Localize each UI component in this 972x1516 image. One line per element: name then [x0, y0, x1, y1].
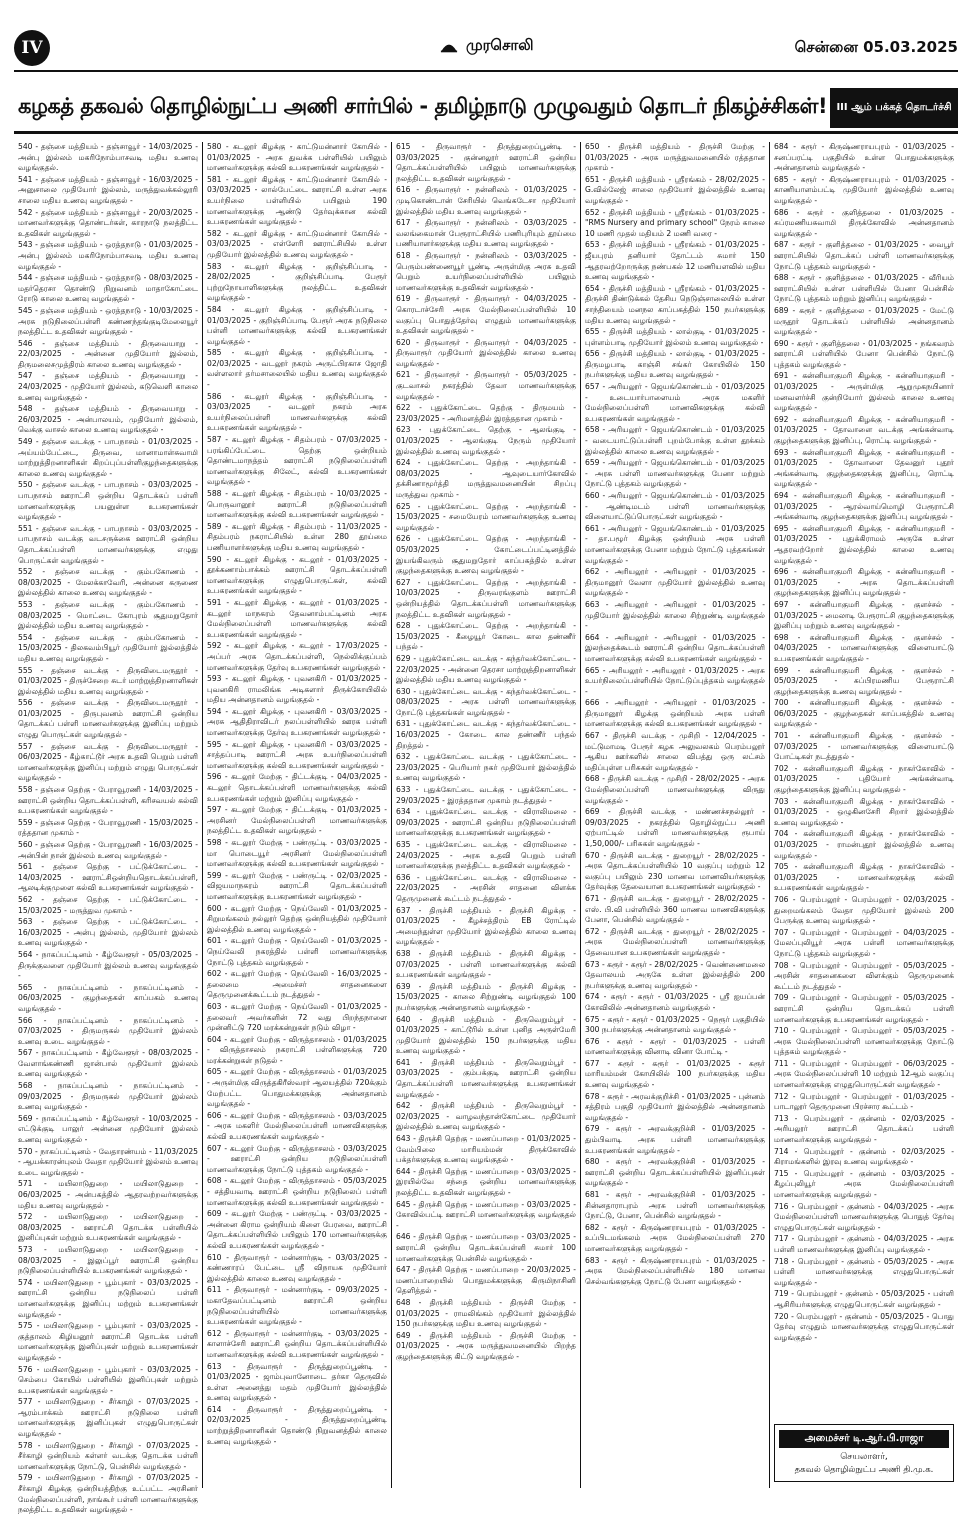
- list-entry: 650 - திருச்சி மத்தியம் - திருச்சி மேற்கு - 01/03/2025 - அரசு மருத்துவமனையில் ரத்ததான முகாம் -: [585, 142, 765, 173]
- list-entry: 614 - திருவாரூர் - திருத்துறைப்பூண்டி - 02/03/2025 - திருத்துறைப்பூண்டி மாற்றுத்திறனாளிகள் தொண்டு நிறுவனத்தில் காலை உணவு வழங்குதல் -: [207, 1404, 387, 1446]
- list-entry: 643 - திருச்சி தெற்கு - மணப்பாறை - 01/03/2025 - வேம்பிலை மாரியம்மன் திருக்கோவில் பக்தர்களுக்கு உணவு வழங்குதல் -: [396, 1134, 576, 1165]
- list-entry: 671 - திருச்சி வடக்கு - துறையூர் - 28/02/2025 - எஸ். பி.வி பள்ளியில் 360 மாணவ மாணவிகளுக்கு பேனா, பென்சில் வழங்குதல் -: [585, 893, 765, 925]
- banner: [14, 82, 958, 134]
- list-entry: 710 - பெரம்பலூர் - பெரம்பலூர் - 05/03/2025 - அரசு மேல்நிலைப்பள்ளி மாணவர்களுக்கு நோட்டு புத்தகம் வழங்குதல் -: [774, 1026, 954, 1057]
- list-entry: 680 - கரூர் - அரவக்குறிச்சி - 01/03/2025 - ஊராட்சி ஒன்றிய தொடக்கப்பள்ளியில் இனிப்புகள் வழங்குதல் -: [585, 1157, 765, 1188]
- list-entry: 683 - கரூர் - கிருஷ்ணராயபுரம் - 01/03/2025 - அரசு மேல்நிலைப்பள்ளியில் 180 மாணவ செல்வங்களுக்கு நோட்டு பேனா வழங்குதல் -: [585, 1255, 765, 1286]
- list-entry: 613 - திருவாரூர் - திருத்துறைப்பூண்டி - 01/03/2025 - ஜாம்புவானோடை தர்கா தெருவில் உள்ள அனைத்து மதம் முதியோர் இல்லத்தில் உணவு வழங்குதல் -: [207, 1361, 387, 1403]
- list-entry: 697 - கன்னியாகுமரி கிழக்கு - குளச்சல் - 01/03/2025 - மைலாடி பேரூராட்சி குழந்தைகளுக்கு இனிப்பு மற்றும் உணவு வழங்குதல் -: [774, 599, 954, 631]
- list-entry: 621 - திருவாரூர் - திருவாரூர் - 05/03/2025 - குடவாசல் நகரத்தில் தேவா மாணவர்களுக்கு வழங்குதல் -: [396, 370, 576, 401]
- list-entry: 549 - தஞ்சை வடக்கு - பாபநாசம் - 01/03/2025 - அய்யம்பேட்டை, திருவை, மானாமாள்சுவாமி மாற்றுத்திறனாளிகள் கிறப்புப்பள்ளிகுழந்தைகளுக்கு காலை உணவு வழங்குதல் -: [18, 437, 198, 478]
- list-entry: 617 - திருவாரூர் - நன்னிலம் - 03/03/2025 - வலங்கைமான் பேரூராட்சியில் பணிபுரியும் தூய்மை பணியாளர்களுக்கு மதிய உணவு வழங்குதல் -: [396, 218, 576, 249]
- list-entry: 635 - புதுக்கோட்டை வடக்கு - விராலிமலை - 24/03/2025 - அரசு உதவி பெறும் பள்ளி மாணவர்களுக்கு நலத்திட்ட உதவிகள் வழங்குதல் -: [396, 840, 576, 871]
- list-entry: 546 - தஞ்சை மத்தியம் - திருவையாறு - 22/03/2025 - அன்னை முதியோர் இல்லம், திருமலைசமுத்திரம் காலை உணவு வழங்குதல் -: [18, 338, 198, 369]
- list-entry: 628 - புதுக்கோட்டை தெற்கு - அறந்தாங்கி - 15/03/2025 - கீழையூர் கோடை கால தண்ணீர் பந்தல் -: [396, 621, 576, 652]
- list-entry: 545 - தஞ்சை மத்தியம் - ஒரத்தநாடு - 10/03/2025 - அரசு நடுநிலைப்பள்ளி கண்ணந்தங்குடிமேலையூர் நலத்திட்ட உதவிகள் வழங்குதல் -: [18, 305, 198, 337]
- list-entry: 642 - திருச்சி மத்தியம் - திருவெறும்பூர் - 02/03/2025 - வாழவந்தான்கோட்டை முதியோர் இல்லத்தில் உணவு வழங்குதல் -: [396, 1101, 576, 1132]
- list-entry: 715 - பெரம்பலூர் - குன்னம் - 03/03/2025 - கீழப்புலியூர் அரசு மேல்நிலைப்பள்ளி மாணவர்களுக்கு வழங்குதல் -: [774, 1168, 954, 1199]
- list-entry: 548 - தஞ்சை மத்தியம் - திருவையாறு - 26/03/2025 - அன்பாலயம், முதியோர் இல்லம், வெக்கு வாசல் காலை உணவு வழங்குதல் -: [18, 404, 198, 435]
- list-entry: 644 - திருச்சி தெற்கு - மணப்பாறை - 03/03/2025 - இரயில்வே சந்தை ஒன்றிய மாணவர்களுக்கு நலத்திட்ட உதவிகள் வழங்குதல் -: [396, 1166, 576, 1197]
- list-entry: 581 - கடலூர் கிழக்கு - காட்டுமன்னார் கோயில் - 03/03/2025 - லால்பேட்டை ஊராட்சி உள்ள அரசு உயர்நிலை பள்ளியில் பயிலும் 190 மாணவர்களுக்கு ஆண்டு தேர்வுக்கான கல்வி உபகரணங்கள் வழங்குதல் -: [207, 174, 387, 227]
- list-entry: 639 - திருச்சி மத்தியம் - திருச்சி கிழக்கு - 15/03/2025 - காலை சிற்றுண்டி வழங்குதல் 100 நபர்களுக்கு அன்னதானம் வழங்குதல் -: [396, 981, 576, 1012]
- list-entry: 640 - திருச்சி மத்தியம் - திருவெறும்பூர் - 01/03/2025 - காட்டூரில் உள்ள புனித அருள்மேரி முதியோர் இல்லத்தில் 150 நபர்களுக்கு மதிய உணவு வழங்குதல் -: [396, 1014, 576, 1056]
- list-entry: 701 - கன்னியாகுமரி கிழக்கு - குளச்சல் - 07/03/2025 - மாணவர்களுக்கு விளையாட்டு போட்டிகள் நடத்துதல் -: [774, 731, 954, 762]
- list-entry: 647 - திருச்சி தெற்கு - மணப்பாறை - 20/03/2025 - மணப்பாறையில் பொதுமக்களுக்கு கிருமிநாசினி தெளித்தல் -: [396, 1265, 576, 1296]
- list-entry: 592 - கடலூர் கிழக்கு - கடலூர் - 17/03/2025 - அப்பர் அரசு தொடக்கப்பள்ளி, நெல்லிக்குப்பம் மாணவர்களுக்கு தேர்வு உபகரணங்கள் வழங்குதல் -: [207, 641, 387, 672]
- list-entry: 587 - கடலூர் கிழக்கு - சிதம்பரம் - 07/03/2025 - பரங்கிப்பேட்டை தெற்கு ஒன்றியம் தொண்டமாநத்தம் ஊராட்சி நடுநிலைப்பள்ளி மாணவர்களுக்கு சிலேட், கல்வி உபகரணங்கள் வழங்குதல் -: [207, 435, 387, 487]
- list-entry: 596 - கடலூர் மேற்கு - திட்டக்குடி - 04/03/2025 - கடலூர் தொடக்கப்பள்ளி மாணவர்களுக்கு கல்வி உபகரணங்கள் மற்றும் இனிப்பு வழங்குதல் -: [207, 772, 387, 803]
- list-entry: 602 - கடலூர் மேற்கு - நெய்வேலி - 16/03/2025 - தலைமை அமைச்சர் சாதனைகளை தெருமுனைக்கூட்டம் நடத்துதல் -: [207, 969, 387, 1000]
- list-entry: 698 - கன்னியாகுமரி கிழக்கு - குளச்சல் - 04/03/2025 - மாணவர்களுக்கு விளையாட்டு உபகரணங்கள் வழங்குதல் -: [774, 632, 954, 663]
- list-entry: 673 - கரூர் - கரூர் - 28/02/2025 - வெண்ணைமலை தேவாலயம் அருகே உள்ள இல்லத்தில் 200 நபர்களுக்கு உணவு வழங்குதல் -: [585, 959, 765, 990]
- list-entry: 692 - கன்னியாகுமரி கிழக்கு - கன்னியாகுமரி - 01/03/2025 - தோவாளை வடக்கு அங்கன்வாடி குழந்தைகளுக்கு இனிப்பு, ரொட்டி வழங்குதல் -: [774, 414, 954, 446]
- list-entry: 559 - தஞ்சை தெற்கு - பேராவூரணி - 15/03/2025 - ரத்ததான முகாம் -: [18, 817, 198, 838]
- list-entry: 638 - திருச்சி மத்தியம் - திருச்சி கிழக்கு - 07/03/2025 - பள்ளி மாணவர்களுக்கு கல்வி உபகரணங்கள் வழங்குதல் -: [396, 948, 576, 980]
- list-entry: 615 - திருவாரூர் - திருத்துறைப்பூண்டி - 03/03/2025 - குன்னலூர் ஊராட்சி ஒன்றிய தொடக்கப்பள்ளியில் பயிலும் மாணவர்களுக்கு நலத்திட்ட உதவிகள் வழங்குதல் -: [396, 142, 576, 183]
- list-entry: 653 - திருச்சி மத்தியம் - ஸ்ரீரங்கம் - 01/03/2025 - ஜீயபுரம் தனியார் தோட்டம் சுமார் 150 ஆதரவற்றோருக்கு நண்பகல் 12 மணியளவில் மதிய உணவு வழங்குதல் -: [585, 240, 765, 282]
- list-entry: 593 - கடலூர் கிழக்கு - புவனகிரி - 01/03/2025 - புவனகிரி ராமலிங்க அடிகளார் திருக்கோயிலில் மதிய அன்னதானம் வழங்குதல் -: [207, 674, 387, 705]
- column-1: [14, 142, 202, 1515]
- rising-sun-icon: [440, 37, 458, 55]
- list-entry: 657 - அரியலூர் - ஜெயங்கொண்டம் - 01/03/2025 - உடையார்பாளையம் அரசு மகளிர் மேல்நிலைப்பள்ளி மாணவிகளுக்கு கல்வி உபகரணங்கள் வழங்குதல் -: [585, 382, 765, 423]
- list-entry: 598 - கடலூர் மேற்கு - பண்ருட்டி - 03/03/2025 - மா பொடையூர் அரசினர் மேல்நிலைப்பள்ளி மாணவர்களுக்கு கல்வி உபகரணங்கள் வழங்குதல் -: [207, 838, 387, 869]
- list-entry: 597 - கடலூர் மேற்கு - திட்டக்குடி - 01/03/2025 - அரசினர் மேல்நிலைப்பள்ளி மாணவர்களுக்கு நலத்திட்ட உதவிகள் வழங்குதல் -: [207, 805, 387, 836]
- list-entry: 550 - தஞ்சை வடக்கு - பாபநாசம் - 03/03/2025 - பாபநாசம் ஊராட்சி ஒன்றிய தொடக்கப் பள்ளி மாணவர்களுக்கு பயனுள்ள உபகரணங்கள் வழங்குதல் -: [18, 480, 198, 522]
- list-entry: 672 - திருச்சி வடக்கு - துறையூர் - 28/02/2025 - அரசு மேல்நிலைப்பள்ளி மாணவர்களுக்கு தேவையான உபகரணங்கள் வழங்குதல் -: [585, 926, 765, 957]
- list-entry: 633 - புதுக்கோட்டை வடக்கு - புதுக்கோட்டை - 29/03/2025 - இரத்ததான முகாம் நடத்துதல் -: [396, 785, 576, 805]
- list-entry: 651 - திருச்சி மத்தியம் - ஸ்ரீரங்கம் - 28/02/2025 - G.வில்லேஜ் சாலை முதியோர் இல்லத்தில் உணவு வழங்குதல் -: [585, 174, 765, 205]
- list-entry: 580 - கடலூர் கிழக்கு - காட்டுமன்னார் கோயில் - 01/03/2025 - அரசு துவக்க பள்ளியில் பயிலும் மாணவர்களுக்கு கல்வி உபகரணங்கள் வழங்குதல் -: [207, 142, 387, 173]
- list-entry: 711 - பெரம்பலூர் - பெரம்பலூர் - 06/03/2025 - அரசு மேல்நிலைப்பள்ளி 10 மற்றும் 12ஆம் வகுப்பு மாணவர்களுக்கு எழுதுபொருட்கள் வழங்குதல் -: [774, 1058, 954, 1090]
- list-entry: 557 - தஞ்சை வடக்கு - திருவிடைமருதூர் - 06/03/2025 - கீழ்காட்டூர் அரசு உதவி பெறும் பள்ளி மாணவர்களுக்கு இனிப்பு மற்றும் எழுது பொருட்கள் வழங்குதல் -: [18, 741, 198, 783]
- list-entry: 676 - கரூர் - கரூர் - 01/03/2025 - பள்ளி மாணவர்களுக்கு வினாடி வினா போட்டி -: [585, 1036, 765, 1057]
- list-entry: 574 - மயிலாடுதுறை - பூம்புகார் - 03/03/2025 - ஊராட்சி ஒன்றிய நடுநிலைப் பள்ளி மாணவர்களுக்கு இனிப்பு மற்றும் உபகரணங்கள் வழங்குதல் -: [18, 1277, 198, 1319]
- list-entry: 558 - தஞ்சை தெற்கு - பேராவூரணி - 14/03/2025 - ஊராட்சி ஒன்றிய தொடக்கப்பள்ளி, கரிசவயல் கல்வி உபகரணங்கள் வழங்குதல் -: [18, 785, 198, 816]
- list-entry: 554 - தஞ்சை வடக்கு - கும்பகோணம் - 15/03/2025 - திலகவம்பியூர் முதியோர் இல்லத்தில் மதிய உணவு வழங்குதல் -: [18, 632, 198, 663]
- list-entry: 662 - அரியலூர் - அரியலூர் - 01/03/2025 - திருமானூர் வேளா முதியோர் இல்லத்தில் உணவு வழங்குதல் -: [585, 567, 765, 598]
- list-entry: 693 - கன்னியாகுமரி கிழக்கு - கன்னியாகுமரி - 01/03/2025 - தோவாளை தேவனுர் புதூர் அங்கன்வாடி குழந்தைகளுக்கு இனிப்பு, ரொட்டி வழங்குதல் -: [774, 447, 954, 489]
- list-entry: 616 - திருவாரூர் - நன்னிலம் - 01/03/2025 - முடிகொண்டான் சேரியில் வெங்கடேசா முதியோர் இல்லத்தில் மதிய உணவு வழங்குதல் -: [396, 185, 576, 216]
- list-entry: 601 - கடலூர் மேற்கு - நெய்வேலி - 01/03/2025 - நெய்வேலி நகரத்தில் பள்ளி மாணவர்களுக்கு நோட்டு புத்தகம் வழங்குதல் -: [207, 936, 387, 967]
- list-entry: 575 - மயிலாடுதுறை - பூம்புகார் - 03/03/2025 - குத்தாலம் கிழியனூர் ஊராட்சி தொடக்க பள்ளி மாணவர்களுக்கு இனிப்புகள் மற்றும் உபகரணங்கள் வழங்குதல் -: [18, 1321, 198, 1362]
- list-entry: 684 - கரூர் - கிருஷ்ணராயபுரம் - 01/03/2025 - சனப்பரட்டி பகுதியில் உள்ள பொதுமக்களுக்கு அன்னதானம் வழங்குதல் -: [774, 142, 954, 173]
- list-entry: 563 - தஞ்சை தெற்கு - பட்டுக்கோட்டை - 16/03/2025 - அன்பு இல்லம், முதியோர் இல்லம் உணவு வழங்குதல் -: [18, 917, 198, 948]
- list-entry: 709 - பெரம்பலூர் - பெரம்பலூர் - 05/03/2025 - ஊராட்சி ஒன்றிய தொடக்கப் பள்ளி மாணவர்களுக்கு உபகரணங்கள் வழங்குதல் -: [774, 993, 954, 1024]
- list-entry: 664 - அரியலூர் - அரியலூர் - 01/03/2025 - இலந்தைக்கூடம் ஊராட்சி ஒன்றிய தொடக்கப்பள்ளி மாணவர்களுக்கு கல்வி உபகரணங்கள் வழங்குதல் -: [585, 632, 765, 663]
- list-entry: 636 - புதுக்கோட்டை வடக்கு - விராலிமலை - 22/03/2025 - அரசின் சாதனை விளக்க தெருமுனைக் கூட்டம் நடத்துதல் -: [396, 872, 576, 903]
- banner-headline: கழகத் தகவல் தொழில்நுட்ப அணி சார்பில் - தமிழ்நாடு முழுவதும் தொடர் நிகழ்ச்சிகள்!: [18, 92, 828, 118]
- list-entry: 660 - அரியலூர் - ஜெயங்கொண்டம் - 01/03/2025 - ஆண்டிமடம் பள்ளி மாணவர்களுக்கு விளையாட்டுப்பொருட்கள் வழங்குதல் -: [585, 491, 765, 522]
- list-entry: 611 - திருவாரூர் - மன்னார்குடி - 09/03/2025 - மகாதேவப்பட்டினம் ஊராட்சி ஒன்றிய நடுநிலைப்பள்ளியில் மாணவர்களுக்கு உபகரணங்கள் வழங்குதல் -: [207, 1285, 387, 1327]
- list-entry: 542 - தஞ்சை மத்தியம் - தஞ்சாவூர் - 20/03/2025 - மாணவர்களுக்கு தொண்டர்கள், காரநாடு நலத்திட்ட உதவிகள் வழங்குதல் -: [18, 207, 198, 238]
- list-entry: 605 - கடலூர் மேற்கு - விருத்தாசலம் - 01/03/2025 - அருள்மிகு விருத்தகிரீஸ்வரர் ஆலயத்தில் 720க்கும் மேற்பட்ட பொதுமக்களுக்கு அன்னதானம் வழங்குதல் -: [207, 1067, 387, 1109]
- column-3: [391, 142, 580, 1488]
- list-entry: 674 - கரூர் - கரூர் - 01/03/2025 - ஸ்ரீ ஐயப்பன் கோவிலில் அன்னதானம் வழங்குதல் -: [585, 992, 765, 1012]
- list-entry: 665 - அரியலூர் - அரியலூர் - 01/03/2025 - அரசு உயர்நிலைப்பள்ளியில் நோட்டுப்புத்தகம் வழங்குதல் -: [585, 665, 765, 696]
- list-entry: 564 - நாகப்பட்டினம் - கீழ்வேளூர் - 05/03/2025 - திருக்குவளை முதியோர் இல்லம் உணவு வழங்குதல் -: [18, 949, 198, 981]
- list-entry: 578 - மயிலாடுதுறை - சீர்காழி - 07/03/2025 - சீர்காழி ஒன்றியம் கள்ளர் வடக்கு தொடக்க பள்ளி மாணவர்களுக்கு நோட்டு, பென்சில் வழங்குதல் -: [18, 1440, 198, 1471]
- list-entry: 555 - தஞ்சை வடக்கு - திருவிடைமருதூர் - 01/03/2025 - திருச்சேறை சுடர் மாற்றுத்திறனாளிகள் இல்லத்தில் மதிய உணவு வழங்குதல் -: [18, 665, 198, 696]
- list-entry: 562 - தஞ்சை தெற்கு - பட்டுக்கோட்டை - 15/03/2025 - மருத்துவ முகாம் -: [18, 894, 198, 915]
- list-entry: 655 - திருச்சி மத்தியம் - லால்குடி - 01/03/2025 - புள்ளம்பாடி முதியோர் இல்லம் உணவு வழங்குதல் -: [585, 327, 765, 347]
- list-entry: 685 - கரூர் - கிருஷ்ணராயபுரம் - 01/03/2025 - காணியாளம்பட்டி முதியோர் இல்லத்தில் உணவு வழங்குதல் -: [774, 174, 954, 205]
- list-entry: 717 - பெரம்பலூர் - குன்னம் - 04/03/2025 - அரசு பள்ளி மாணவர்களுக்கு இனிப்பு வழங்குதல் -: [774, 1234, 954, 1254]
- signature-box: [774, 1424, 954, 1482]
- list-entry: 600 - கடலூர் மேற்கு - நெய்வேலி - 01/03/2025 - சிறுமங்கலம் நல்லூர் தெற்கு ஒன்றியத்தில் முதியோர் இல்லத்தில் உணவு வழங்குதல் -: [207, 903, 387, 934]
- list-entry: 622 - புதுக்கோட்டை தெற்கு - திருமயம் - 23/03/2025 - அரிமளத்தில் இரத்ததான முகாம் -: [396, 403, 576, 423]
- list-entry: 629 - புதுக்கோட்டை வடக்கு - கந்தர்வக்கோட்டை - 22/03/2025 - அன்னை தெரசா மாற்றுத்திறனாளிகள் இல்லத்தில் மதிய உணவு வழங்குதல் -: [396, 653, 576, 685]
- list-entry: 631 - புதுக்கோட்டை வடக்கு - கந்தர்வக்கோட்டை - 16/03/2025 - கோடை கால தண்ணீர் பந்தல் திறத்தல் -: [396, 719, 576, 750]
- list-entry: 540 - தஞ்சை மத்தியம் - தஞ்சாவூர் - 14/03/2025 - அன்பு இல்லம் மகரிநோம்பாசவடி மதிய உணவு வழங்குதல்.: [18, 142, 198, 173]
- list-entry: 716 - பெரம்பலூர் - குன்னம் - 04/03/2025 - அரசு மேல்நிலைப்பள்ளி மாணவர்களுக்கு பொதுத் தேர்வு எழுதுபொருட்கள் வழங்குதல் -: [774, 1201, 954, 1232]
- list-entry: 630 - புதுக்கோட்டை வடக்கு - கந்தர்வக்கோட்டை - 08/03/2025 - அரசு பள்ளி மாணவர்களுக்கு நோட்டு புத்தகங்கள் வழங்குதல் -: [396, 686, 576, 717]
- list-entry: 565 - நாகப்பட்டினம் - நாகப்பட்டினம் - 06/03/2025 - குழந்தைகள் காப்பகம் உணவு வழங்குதல் -: [18, 982, 198, 1013]
- list-entry: 591 - கடலூர் கிழக்கு - கடலூர் - 01/03/2025 - கடலூர் மாநகரம் தேவனாம்பட்டினம் அரசு மேல்நிலைப்பள்ளி மாணவர்களுக்கு கல்வி உபகரணங்கள் வழங்குதல் -: [207, 597, 387, 639]
- list-entry: 573 - மயிலாடுதுறை - மயிலாடுதுறை - 08/03/2025 - இலுப்பூர் ஊராட்சி ஒன்றிய நடுநிலைப்பள்ளியில் உபகரணங்கள் வழங்குதல் -: [18, 1244, 198, 1276]
- list-entry: 637 - திருச்சி மத்தியம் - திருச்சி கிழக்கு - 01/03/2025 - கீழச்சத்திரம் EB ரோட்டில் அமைந்துள்ள முதியோர் இல்லத்தில் காலை உணவு வழங்குதல் -: [396, 905, 576, 947]
- list-entry: 603 - கடலூர் மேற்கு - நெய்வேலி - 01/03/2025 - தலைவர் அவர்களின் 72 வது பிறந்தநாளை முன்னிட்டு 720 மரக்கன்றுகள் நடும் விழா -: [207, 1001, 387, 1033]
- list-entry: 553 - தஞ்சை வடக்கு - கும்பகோணம் - 08/03/2025 - மொட்டை கோபுரம் சூதுமறுதோர் இல்லத்தில் மதிய உணவு வழங்குதல் -: [18, 599, 198, 631]
- list-entry: 719 - பெரம்பலூர் - குன்னம் - 05/03/2025 - பள்ளி ஆசிரியர்களுக்கு எழுதுபொருட்கள் வழங்குதல் -: [774, 1289, 954, 1309]
- list-entry: 620 - திருவாரூர் - திருவாரூர் - 04/03/2025 - திருவாரூர் முதியோர் இல்லத்தில் காலை உணவு வழங்குதல் -: [396, 337, 576, 368]
- header-rule: [14, 70, 958, 72]
- list-entry: 579 - மயிலாடுதுறை - சீர்காழி - 07/03/2025 - சீர்காழி கிழக்கு ஒன்றியத்திற்கு உட்பட்ட அரசினர் மேல்நிலைப்பள்ளி, நாங்கூர் பள்ளி மாணவர்களுக்கு நலத்திட்ட உதவிகள் வழங்குதல் -: [18, 1473, 198, 1515]
- list-entry: 551 - தஞ்சை வடக்கு - பாபநாசம் - 03/03/2025 - பாபநாசம் வடக்கு வடசருக்கை ஊராட்சி ஒன்றிய தொடக்கப்பள்ளி மாணவர்களுக்கு எழுது பொருட்கள் வழங்குதல் -: [18, 523, 198, 565]
- list-entry: 702 - கன்னியாகுமரி கிழக்கு - நாகர்கோவில் - 01/03/2025 - புதியோர் அங்கன்வாடி குழந்தைகளுக்கு இனிப்பு வழங்குதல் -: [774, 763, 954, 795]
- list-entry: 599 - கடலூர் மேற்கு - பண்ருட்டி - 02/03/2025 - விஜயமாநகரம் ஊராட்சி தொடக்கப்பள்ளி மாணவர்களுக்கு உபகரணங்கள் வழங்குதல் -: [207, 870, 387, 901]
- list-entry: 569 - நாகப்பட்டினம் - கீழ்வேளூர் - 10/03/2025 - எட்டுக்குடி பாலுர் அன்னை முதியோர் இல்லம் உணவு வழங்குதல் -: [18, 1113, 198, 1145]
- list-entry: 570 - நாகப்பட்டினம் - வேதாரண்யம் - 11/03/2025 - ஆயக்காரன்புலம் வேதா முதியோர் இல்லம் உணவு உடை வழங்குதல் -: [18, 1146, 198, 1177]
- list-entry: 675 - கரூர் - கரூர் - 01/03/2025 - நெரூர் பகுதியில் 300 நபர்களுக்கு அன்னதானம் வழங்குதல் -: [585, 1014, 765, 1035]
- list-entry: 583 - கடலூர் கிழக்கு - குறிஞ்சிப்பாடி - 28/02/2025 - குறிஞ்சிப்பாடி பேரூர் புற்றுநோயாளிகளுக்கு நலத்திட்ட உதவிகள் வழங்குதல் -: [207, 261, 387, 303]
- page-number-badge: IV: [14, 30, 50, 66]
- list-entry: 688 - கரூர் - குளித்தலை - 01/03/2025 - வீரியம் ஊராட்சியில் உள்ள பள்ளியில் பேனா பென்சில் நோட்டு புத்தகம் மற்றும் இனிப்பு வழங்குதல் -: [774, 273, 954, 304]
- list-entry: 645 - திருச்சி தெற்கு - மணப்பாறை - 03/03/2025 - கோவில்பட்டி ஊராட்சி மாணவர்களுக்கு வழங்குதல் -: [396, 1199, 576, 1230]
- list-entry: 567 - நாகப்பட்டினம் - கீழ்வேளூர் - 08/03/2025 - வேளாங்கண்ணி ஜான்பால் முதியோர் இல்லம் உணவு வழங்குதல் -: [18, 1048, 198, 1079]
- list-entry: 706 - பெரம்பலூர் - பெரம்பலூர் - 02/03/2025 - துறைமங்கலம் வேதா முதியோர் இல்லம் 200 பேருக்கு உணவு வழங்குதல் -: [774, 894, 954, 926]
- list-entry: 646 - திருச்சி தெற்கு - மணப்பாறை - 03/03/2025 - ஊராட்சி ஒன்றிய தொடக்கப்பள்ளி சுமார் 100 மாணவர்களுக்கு பென்சில் வழங்குதல் -: [396, 1232, 576, 1263]
- list-entry: 618 - திருவாரூர் - நன்னிலம் - 03/03/2025 - பெரும்பண்ணையூர் பூண்டி அருள்மிகு அரசு உதவி பெறும் உயர்நிலைப்பள்ளியில் பயிலும் மாணவர்களுக்கு உதவிகள் வழங்குதல் -: [396, 250, 576, 292]
- list-entry: 612 - திருவாரூர் - மன்னார்குடி - 03/03/2025 - காளாச்சேரி ஊராட்சி ஒன்றிய தொடக்கப்பள்ளியில் மாணவர்களுக்கு கல்வி உபகரணங்கள் வழங்குதல் -: [207, 1328, 387, 1359]
- list-entry: 707 - பெரம்பலூர் - பெரம்பலூர் - 04/03/2025 - மேலப்புலியூர் அரசு பள்ளி மாணவர்களுக்கு நோட்டு புத்தகம் வழங்குதல் -: [774, 927, 954, 958]
- list-entry: 561 - தஞ்சை தெற்கு - பட்டுக்கோட்டை - 14/03/2025 - ஊராட்சிஒன்றியதொடக்கப்பள்ளி, ஆலடிக்குமுளை கல்வி உபகரணங்கள் வழங்குதல் -: [18, 862, 198, 893]
- list-entry: 658 - அரியலூர் - ஜெயங்கொண்டம் - 01/03/2025 - வடையாட்டுப்பள்ளி புறம்போக்கு உள்ள தூக்கம் இல்லத்தில் காலை உணவு வழங்குதல் -: [585, 425, 765, 456]
- list-entry: 704 - கன்னியாகுமரி கிழக்கு - நாகர்கோவில் - 01/03/2025 - ராமன்புதூர் இல்லத்தில் உணவு வழங்குதல் -: [774, 829, 954, 860]
- column-5: [769, 142, 958, 1488]
- list-entry: 572 - மயிலாடுதுறை - மயிலாடுதுறை - 08/03/2025 - ஊராட்சி தொடக்க பள்ளியில் இனிப்புகள் மற்றும் உபகரணங்கள் வழங்குதல் -: [18, 1212, 198, 1243]
- list-entry: 666 - அரியலூர் - அரியலூர் - 01/03/2025 - திருமானூர் கிழக்கு ஒன்றியம் அரசு பள்ளி மாணவர்களுக்கு கல்வி உபகரணங்கள் வழங்குதல் -: [585, 698, 765, 729]
- list-entry: 659 - அரியலூர் - ஜெயங்கொண்டம் - 01/03/2025 - அரசு பள்ளி மாணவர்களுக்கு பேனா மற்றும் நோட்டு புத்தகம் வழங்குதல் -: [585, 458, 765, 489]
- list-entry: 679 - கரூர் - அரவக்குறிச்சி - 01/03/2025 - தும்பிவாடி அரசு பள்ளி மாணவர்களுக்கு உபகரணங்கள் வழங்குதல் -: [585, 1124, 765, 1155]
- list-entry: 595 - கடலூர் கிழக்கு - புவனகிரி - 03/03/2025 - சாத்தப்பாடி ஊராட்சி அரசு உயர்நிலைப்பள்ளி மாணவர்களுக்கு கல்வி உபகரணங்கள் வழங்குதல் -: [207, 739, 387, 770]
- column-2: [202, 142, 391, 1488]
- list-entry: 696 - கன்னியாகுமரி கிழக்கு - கன்னியாகுமரி - 01/03/2025 - அரசு தொடக்கப்பள்ளி குழந்தைகளுக்கு இனிப்பு வழங்குதல் -: [774, 567, 954, 598]
- paper-logo: [440, 36, 534, 56]
- list-entry: 632 - புதுக்கோட்டை வடக்கு - புதுக்கோட்டை - 23/03/2025 - பெரியார் நகர் முதியோர் இல்லத்தில் உணவு வழங்குதல் -: [396, 752, 576, 783]
- list-entry: 604 - கடலூர் மேற்கு - விருத்தாசலம் - 01/03/2025 - விருத்தாசலம் நகராட்சி பள்ளிகளுக்கு 720 மரக்கன்றுகள் நடுதல் -: [207, 1034, 387, 1065]
- list-entry: 691 - கன்னியாகுமரி கிழக்கு - கன்னியாகுமரி - 01/03/2025 - அருள்மிகு ஆறுமுகநயினார் மனவளர்ச்சி குன்றியோர் இல்லம் காலை உணவு வழங்குதல் -: [774, 371, 954, 413]
- list-entry: 705 - கன்னியாகுமரி கிழக்கு - நாகர்கோவில் - 01/03/2025 - மாணவர்களுக்கு கல்வி உபகரணங்கள் வழங்குதல் -: [774, 862, 954, 893]
- list-entry: 566 - நாகப்பட்டினம் - நாகப்பட்டினம் - 07/03/2025 - திருமருகல் முதியோர் இல்லம் உணவு உடை வழங்குதல் -: [18, 1015, 198, 1046]
- masthead: [0, 0, 972, 72]
- list-entry: 589 - கடலூர் கிழக்கு - சிதம்பரம் - 11/03/2025 - சிதம்பரம் நகராட்சியில் உள்ள 280 தூய்மை பணியாளர்களுக்கு மதிய உணவு வழங்குதல் -: [207, 521, 387, 552]
- list-entry: 670 - திருச்சி வடக்கு - துறையூர் - 28/02/2025 - அரசு தொடக்கப்பள்ளியில் 10 வகுப்பு மற்றும் 12 வகுப்பு பயிலும் 230 மாணவ மாணவியர்களுக்கு தேர்வுக்கு தேவையான உபகரணங்கள் வழங்குதல் -: [585, 850, 765, 892]
- list-entry: 681 - கரூர் - அரவக்குறிச்சி - 01/03/2025 - சின்னதாராபுரம் அரசு பள்ளி மாணவர்களுக்கு நோட்டு, பேனா, பென்சில் வழங்குதல் -: [585, 1190, 765, 1221]
- signatory-title: செயலாளர்,: [840, 1452, 888, 1462]
- list-entry: 712 - பெரம்பலூர் - பெரம்பலூர் - 01/03/2025 - பாடாலூர் தெருமுனை பிரச்சார கூட்டம் -: [774, 1091, 954, 1112]
- list-entry: 619 - திருவாரூர் - திருவாரூர் - 04/03/2025 - கொரடாச்சேரி அரசு மேல்நிலைப்பள்ளியில் 10 வகுப்பு பொதுத்தேர்வு எழுதும் மாணவர்களுக்கு உதவிகள் வழங்குதல் -: [396, 294, 576, 336]
- list-entry: 588 - கடலூர் கிழக்கு - சிதம்பரம் - 10/03/2025 - பொருவானூர் ஊராட்சி நடுநிலைப்பள்ளி மாணவர்களுக்கு கல்வி உபகரணங்கள் வழங்குதல் -: [207, 489, 387, 520]
- list-entry: 571 - மயிலாடுதுறை - மயிலாடுதுறை - 06/03/2025 - அன்பகத்தில் ஆதரவற்றவர்களுக்கு மதிய உணவு வழங்குதல் -: [18, 1179, 198, 1210]
- article-columns: [14, 142, 958, 1515]
- signatory-name: அமைச்சர் டி.ஆர்.பி.ராஜா: [779, 1430, 949, 1448]
- list-entry: 695 - கன்னியாகுமரி கிழக்கு - கன்னியாகுமரி - 01/03/2025 - புதுக்கிராமம் அருகே உள்ள ஆதரவற்றோர் இல்லத்தில் காலை உணவு வழங்குதல் -: [774, 523, 954, 565]
- list-entry: 607 - கடலூர் மேற்கு - விருத்தாசலம் - 03/03/2025 - ஊராட்சி ஒன்றிய நடுநிலைப்பள்ளி மாணவர்களுக்கு நோட்டு புத்தகம் வழங்குதல் -: [207, 1143, 387, 1174]
- paper-name: முரசொலி: [466, 36, 534, 54]
- list-entry: 669 - திருச்சி வடக்கு - மண்ணச்சநல்லூர் - 09/03/2025 - நகரத்தில் தொழில்நுட்ப அணி ஏற்பாட்டில் பள்ளி மாணவர்களுக்கு ரூபாய் 1,50,000/- பரிசுகள் வழங்குதல் -: [585, 807, 765, 848]
- list-entry: 626 - புதுக்கோட்டை தெற்கு - அறந்தாங்கி - 05/03/2025 - கோட்டைப்பட்டினத்தில் இயங்கிவரும் சூதுமறுதோர் காப்பகத்தில் உள்ள குழந்தைகளுக்கு உணவு வழங்குதல் -: [396, 534, 576, 576]
- list-entry: 713 - பெரம்பலூர் - குன்னம் - 02/03/2025 - அரியலூர் ஊராட்சி தொடக்கப் பள்ளி மாணவர்களுக்கு வழங்குதல் -: [774, 1113, 954, 1145]
- continuation-label: III ஆம் பக்கத் தொடர்ச்சி: [830, 88, 958, 128]
- list-entry: 686 - கரூர் - குளித்தலை - 01/03/2025 - சுப்ரமணியசுவாமி திருக்கோவில் அன்னதானம் வழங்குதல் -: [774, 207, 954, 238]
- list-entry: 610 - திருவாரூர் - மன்னார்குடி - 03/03/2025 - கண்ணாரப் பேட்டை ஸ்ரீ விநாயக முதியோர் இல்லத்தில் காலை உணவு வழங்குதல் -: [207, 1252, 387, 1283]
- list-entry: 556 - தஞ்சை வடக்கு - திருவிடைமருதூர் - 01/03/2025 - திருபுவனம் ஊராட்சி ஒன்றிய தொடக்கப் பள்ளி மாணவர்களுக்கு இனிப்பு மற்றும் எழுது பொருட்கள் வழங்குதல் -: [18, 698, 198, 740]
- list-entry: 667 - திருச்சி வடக்கு - முசிறி - 12/04/2025 - மட்டுமாமடி பேரூர் கழக அலுவலகம் பெரம்பலூர் ஆகிய ஊர்களில் சாலை விபத்து ஒரு லட்சம் மதிப்புள்ள பரிசுகள் வழங்குதல் -: [585, 731, 765, 772]
- list-entry: 654 - திருச்சி மத்தியம் - ஸ்ரீரங்கம் - 01/03/2025 - திருச்சி திண்டுக்கல் தேசிய நெடுஞ்சாலையில் உள்ள சாந்தியைம் மனநல காப்பகத்தில் 150 நபர்களுக்கு மதிய உணவு வழங்குதல் -: [585, 283, 765, 325]
- list-entry: 663 - அரியலூர் - அரியலூர் - 01/03/2025 - முதியோர் இல்லத்தில் காலை சிற்றுண்டி வழங்குதல் -: [585, 599, 765, 631]
- list-entry: 718 - பெரம்பலூர் - குன்னம் - 05/03/2025 - அரசு பள்ளி மாணவர்களுக்கு எழுதுபொருட்கள் வழங்குதல் -: [774, 1256, 954, 1287]
- list-entry: 585 - கடலூர் கிழக்கு - குறிஞ்சிப்பாடி - 02/03/2025 - வடலூர் நகரம் அருட்பிரகாச ஜோதி வள்ளலார் தர்மசாலையில் மதிய உணவு வழங்குதல் -: [207, 348, 387, 390]
- list-entry: 703 - கன்னியாகுமரி கிழக்கு - நாகர்கோவில் - 01/03/2025 - ஒழுகினசேரி சிறார் இல்லத்தில் உணவு வழங்குதல் -: [774, 796, 954, 827]
- list-entry: 634 - புதுக்கோட்டை வடக்கு - விராலிமலை - 09/03/2025 - ஊராட்சி ஒன்றிய நடுநிலைப்பள்ளி மாணவர்களுக்கு உபகரணங்கள் வழங்குதல் -: [396, 807, 576, 838]
- list-entry: 590 - கடலூர் கிழக்கு - கடலூர் - 01/03/2025 - தூக்கணாம்பாக்கம் ஊராட்சி தொடக்கப்பள்ளி மாணவர்களுக்கு எழுதுபொருட்கள், கல்வி உபகரணங்கள் வழங்குதல் -: [207, 554, 387, 596]
- list-entry: 541 - தஞ்சை மத்தியம் - தஞ்சாவூர் - 16/03/2025 - அனுசாலை முதியோர் இல்லம், மருத்துவக்கல்லூரி சாலை மதிய உணவு வழங்குதல் -: [18, 174, 198, 205]
- list-entry: 661 - அரியலூர் - ஜெயங்கொண்டம் - 01/03/2025 - தா.பழூர் கிழக்கு ஒன்றியம் அரசு பள்ளி மாணவர்களுக்கு பேனா மற்றும் நோட்டு புத்தகங்கள் வழங்குதல் -: [585, 523, 765, 565]
- list-entry: 623 - புதுக்கோட்டை தெற்கு - ஆலங்குடி - 01/03/2025 - ஆலங்குடி நேரும் முதியோர் இல்லத்தில் உணவு வழங்குதல் -: [396, 425, 576, 456]
- list-entry: 547 - தஞ்சை மத்தியம் - திருவையாறு - 24/03/2025 - முதியோர் இல்லம், கடுவெளி காலை உணவு வழங்குதல் -: [18, 371, 198, 402]
- list-entry: 677 - கரூர் - கரூர் - 01/03/2025 - கரூர் மாரியம்மன் கோயிலில் 100 நபர்களுக்கு மதிய உணவு வழங்குதல் -: [585, 1058, 765, 1090]
- list-entry: 687 - கரூர் - குளித்தலை - 01/03/2025 - வைபூர் ஊராட்சியில் தொடக்கப் பள்ளி மாணவர்களுக்கு நோட்டு புத்தகம் வழங்குதல் -: [774, 240, 954, 271]
- list-entry: 694 - கன்னியாகுமரி கிழக்கு - கன்னியாகுமரி - 01/03/2025 - ஆரல்வாய்மொழி பேரூராட்சி அங்கன்வாடி குழந்தைகளுக்கு இனிப்பு வழங்குதல் -: [774, 491, 954, 522]
- list-entry: 668 - திருச்சி வடக்கு - முசிறி - 28/02/2025 - அரசு மேல்நிலைப்பள்ளி மாணவர்களுக்கு விருது வழங்குதல் -: [585, 774, 765, 805]
- signatory-department: தகவல் தொழில்நுட்ப அணி தி.மு.க.: [794, 1465, 934, 1475]
- list-entry: 625 - புதுக்கோட்டை தெற்கு - அறந்தாங்கி - 15/03/2025 - சமையேரம் மாணவர்களுக்கு உணவு வழங்குதல் -: [396, 501, 576, 532]
- list-entry: 678 - கரூர் - அரவக்குறிச்சி - 01/03/2025 - புன்னம் சத்திரம் பகுதி முதியோர் இல்லத்தில் அன்னதானம் வழங்குதல் -: [585, 1091, 765, 1122]
- list-entry: 594 - கடலூர் கிழக்கு - புவனகிரி - 03/03/2025 - அரசு ஆதிதிராவிடர் நலப்பள்ளியில் ஊரக பள்ளி மாணவர்களுக்கு தேர்வு உபகரணங்கள் வழங்குதல் -: [207, 706, 387, 738]
- list-entry: 682 - கரூர் - கிருஷ்ணராயபுரம் - 01/03/2025 - உப்பிடமங்கலம் அரசு மேல்நிலைப்பள்ளி 270 மாணவர்களுக்கு வழங்குதல் -: [585, 1222, 765, 1253]
- list-entry: 656 - திருச்சி மத்தியம் - லால்குடி - 01/03/2025 - திருமழபாடி காஞ்சி சங்கர் கோயிலில் 150 நபர்களுக்கு மதிய உணவு வழங்குதல் -: [585, 349, 765, 380]
- list-entry: 552 - தஞ்சை வடக்கு - கும்பகோணம் - 08/03/2025 - மேலக்காவேரி, அன்னை கருணை இல்லத்தில் காலை உணவு வழங்குதல் -: [18, 567, 198, 598]
- list-entry: 720 - பெரம்பலூர் - குன்னம் - 05/03/2025 - பொது தேர்வு எழுதும் மாணவர்களுக்கு எழுதுபொருட்கள் வழங்குதல் -: [774, 1311, 954, 1342]
- list-entry: 582 - கடலூர் கிழக்கு - காட்டுமன்னார் கோயில் - 03/03/2025 - எள்ளேரி ஊராட்சியில் உள்ள முதியோர் இல்லத்தில் உணவு வழங்குதல் -: [207, 228, 387, 259]
- list-entry: 689 - கரூர் - குளித்தலை - 01/03/2025 - மேட்டு மருதூர் தொடக்கப் பள்ளியில் அன்னதானம் வழங்குதல் -: [774, 305, 954, 337]
- list-entry: 627 - புதுக்கோட்டை தெற்கு - அறந்தாங்கி - 10/03/2025 - திருவரங்குளம் ஊராட்சி ஒன்றியத்தில் தொடக்கப்பள்ளி மாணவர்களுக்கு நலத்திட்ட உதவிகள் வழங்குதல் -: [396, 577, 576, 619]
- list-entry: 641 - திருச்சி மத்தியம் - திருவெறும்பூர் - 03/03/2025 - கும்பக்குடி ஊராட்சி ஒன்றிய தொடக்கப்பள்ளி மாணவர்களுக்கு உபகரணங்கள் வழங்குதல் -: [396, 1057, 576, 1099]
- list-entry: 609 - கடலூர் மேற்கு - பண்ருட்டி - 03/03/2025 - அன்னை கிராம ஒன்றியம் கிளை பேரவை, ஊராட்சி தொடக்கப்பள்ளியில் பயிலும் 170 மாணவர்களுக்கு கல்வி உபகரணங்கள் வழங்குதல் -: [207, 1209, 387, 1250]
- dateline: சென்னை 05.03.2025: [794, 38, 958, 56]
- list-entry: 648 - திருச்சி மத்தியம் - திருச்சி மேற்கு - 01/03/2025 - ராமலிங்கம் முதியோர் இல்லத்தில் 150 நபர்களுக்கு மதிய உணவு வழங்குதல் -: [396, 1297, 576, 1329]
- list-entry: 543 - தஞ்சை மத்தியம் - ஒரத்தநாடு - 01/03/2025 - அன்பு இல்லம் மகரிநோம்பாசவடி மதிய உணவு வழங்குதல் -: [18, 240, 198, 271]
- list-entry: 577 - மயிலாடுதுறை - சீர்காழி - 07/03/2025 - ஆரம்பாக்கம் ஊராட்சி நடுநிலை பள்ளி மாணவர்களுக்கு இனிப்புகள் எழுதுபொருட்கள் வழங்குதல் -: [18, 1397, 198, 1439]
- list-entry: 608 - கடலூர் மேற்கு - விருத்தாசலம் - 05/03/2025 - சத்தியவாடி ஊராட்சி ஒன்றிய நடுநிலைப் பள்ளி மாணவர்களுக்கு கல்வி உபகரணங்கள் வழங்குதல் -: [207, 1176, 387, 1207]
- list-entry: 700 - கன்னியாகுமரி கிழக்கு - குளச்சல் - 06/03/2025 - குழந்தைகள் காப்பகத்தில் உணவு வழங்குதல் -: [774, 698, 954, 729]
- list-entry: 624 - புதுக்கோட்டை தெற்கு - அறந்தாங்கி - 08/03/2025 - ஆவுடையார்கோவில் தக்சிணாமூர்த்தி மருத்துவமனையின் சிறப்பு மருத்துவ முகாம் -: [396, 458, 576, 499]
- list-entry: 708 - பெரம்பலூர் - பெரம்பலூர் - 05/03/2025 - அரசின் சாதனைகளை விளக்கும் தெருமுனைக் கூட்டம் நடத்துதல் -: [774, 960, 954, 991]
- list-entry: 576 - மயிலாடுதுறை - பூம்புகார் - 03/03/2025 - செம்பை கோயில் பள்ளியில் இனிப்புகள் மற்றும் உபகரணங்கள் வழங்குதல் -: [18, 1364, 198, 1395]
- list-entry: 699 - கன்னியாகுமரி கிழக்கு - குளச்சல் - 05/03/2025 - சுப்பிரமணிய பேரூராட்சி குழந்தைகளுக்கு உணவு வழங்குதல் -: [774, 665, 954, 696]
- list-entry: 606 - கடலூர் மேற்கு - விருத்தாசலம் - 03/03/2025 - அரசு மகளிர் மேல்நிலைப்பள்ளி மாணவிகளுக்கு கல்வி உபகரணங்கள் வழங்குதல் -: [207, 1110, 387, 1142]
- list-entry: 690 - கரூர் - குளித்தலை - 01/03/2025 - நங்கவரம் ஊராட்சி பள்ளியில் பேனா பென்சில் நோட்டு புத்தகம் வழங்குதல் -: [774, 338, 954, 369]
- list-entry: 586 - கடலூர் கிழக்கு - குறிஞ்சிப்பாடி - 03/03/2025 - வடலூர் நகரம் அரசு உயர்நிலைப்பள்ளி மாணவர்களுக்கு கல்வி உபகரணங்கள் வழங்குதல் -: [207, 391, 387, 433]
- list-entry: 652 - திருச்சி மத்தியம் - ஸ்ரீரங்கம் - 01/03/2025 - "RMS Nursery and primary school" நேரம் காலை 10 மணி முதல் மதியம் 2 மணி வரை -: [585, 207, 765, 238]
- list-entry: 560 - தஞ்சை தெற்கு - பேராவூரணி - 16/03/2025 - அன்பின் நான் இல்லம் உணவு வழங்குதல் -: [18, 840, 198, 860]
- list-entry: 584 - கடலூர் கிழக்கு - குறிஞ்சிப்பாடி - 01/03/2025 - குறிஞ்சிப்பாடி பேரூர் அரசு நடுநிலை பள்ளி மாணவர்களுக்கு கல்வி உபகரணங்கள் வழங்குதல் -: [207, 304, 387, 346]
- column-4: [580, 142, 769, 1488]
- list-entry: 649 - திருச்சி மத்தியம் - திருச்சி மேற்கு - 01/03/2025 - அரசு மருத்துவமனையில் பிறந்த குழந்தைகளுக்கு கிட்டு வழங்குதல் -: [396, 1330, 576, 1361]
- list-entry: 544 - தஞ்சை மத்தியம் - ஒரத்தநாடு - 08/03/2025 - மதர்தெரசா தொண்டு நிறுவனம் மாதாகோட்டை ரோடு காலை உணவு வழங்குதல் -: [18, 273, 198, 304]
- list-entry: 714 - பெரம்பலூர் - குன்னம் - 02/03/2025 - கிராமங்களில் இரவு உணவு வழங்குதல் -: [774, 1146, 954, 1167]
- list-entry: 568 - நாகப்பட்டினம் - நாகப்பட்டினம் - 09/03/2025 - திருமருகல் முதியோர் இல்லம் உணவு வழங்குதல் -: [18, 1081, 198, 1112]
